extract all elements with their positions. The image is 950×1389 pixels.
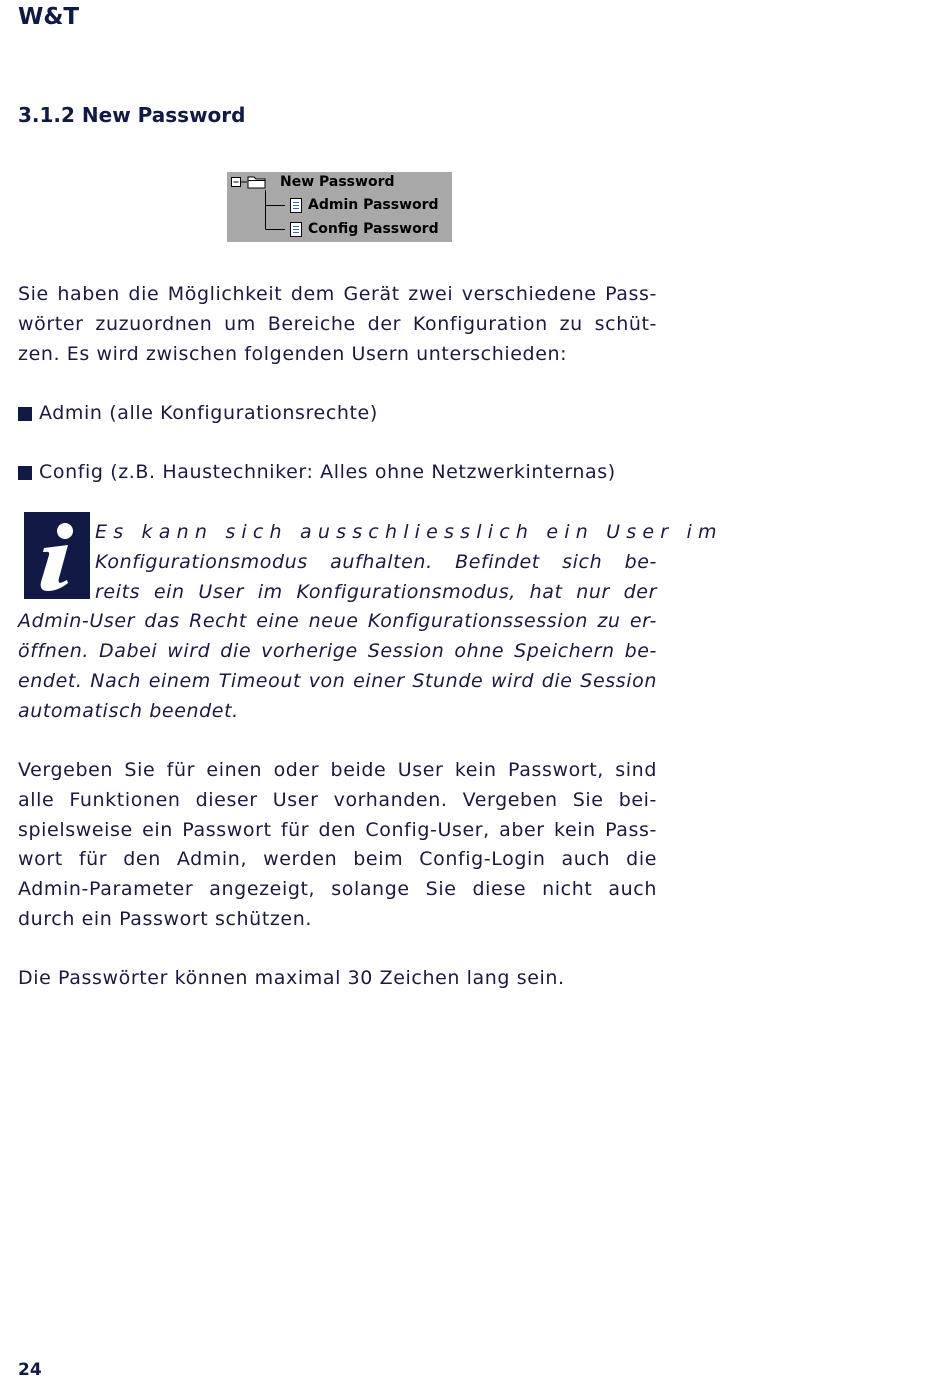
note-line: öffnen. Dabei wird die vorherige Session ohne Speichern be- <box>18 640 657 663</box>
text-line: Die Passwörter können maximal 30 Zeichen lang sein. <box>18 967 565 989</box>
text-line: Vergeben Sie für einen oder beide User kein Passwort, sind <box>18 759 657 781</box>
info-note <box>18 518 723 727</box>
note-line: Es kann sich ausschliesslich ein User im <box>95 521 723 543</box>
text-line: Sie haben die Möglichkeit dem Gerät zwei verschiedene Pass- <box>18 283 657 305</box>
bullet-text: Admin (alle Konfigurationsrechte) <box>39 402 378 424</box>
text-line: durch ein Passwort schützen. <box>18 907 313 930</box>
note-line: Admin-User das Recht eine neue Konfigurationssession zu er- <box>18 610 657 633</box>
folder-icon <box>248 177 265 188</box>
note-line: automatisch beendet. <box>18 699 239 722</box>
bullet-square-icon <box>18 466 32 480</box>
document-icon <box>291 223 302 237</box>
tree-node-admin-password[interactable] <box>305 195 439 215</box>
tree-node-config-password[interactable] <box>305 219 439 239</box>
note-line: reits ein User im Konfigurationsmodus, hat nur der <box>95 580 657 603</box>
text-line: zen. Es wird zwischen folgenden Usern unterschieden: <box>18 342 568 365</box>
tree-node-label: Admin Password <box>308 197 439 213</box>
intro-paragraph <box>18 280 657 369</box>
bullet-item-admin <box>18 399 378 429</box>
document-icon <box>291 199 302 213</box>
tree-node-label: New Password <box>280 174 395 190</box>
config-tree-screenshot <box>227 172 452 242</box>
text-line: alle Funktionen dieser User vorhanden. Vergeben Sie bei- <box>18 788 657 811</box>
section-title: 3.1.2 New Password <box>18 103 246 127</box>
tree-node-label: Config Password <box>308 221 439 237</box>
bullet-text: Config (z.B. Haustechniker: Alles ohne Netzwerkinternas) <box>39 461 616 483</box>
text-line: spielsweise ein Passwort für den Config-User, aber kein Pass- <box>18 818 657 841</box>
brand-logo-text: W&T <box>18 4 80 30</box>
note-line: Konfigurationsmodus aufhalten. Befindet sich be- <box>95 550 657 573</box>
paragraph-max-length <box>18 964 657 994</box>
bullet-square-icon <box>18 407 32 421</box>
paragraph-passwords <box>18 756 657 935</box>
bullet-item-config <box>18 458 616 488</box>
note-line: endet. Nach einem Timeout von einer Stunde wird die Session <box>18 669 657 692</box>
tree-node-root[interactable] <box>277 172 395 192</box>
text-line: wörter zuzuordnen um Bereiche der Konfiguration zu schüt- <box>18 312 657 335</box>
text-line: Admin-Parameter angezeigt, solange Sie diese nicht auch <box>18 878 657 901</box>
page-number: 24 <box>18 1360 42 1380</box>
text-line: wort für den Admin, werden beim Config-Login auch die <box>18 848 657 871</box>
